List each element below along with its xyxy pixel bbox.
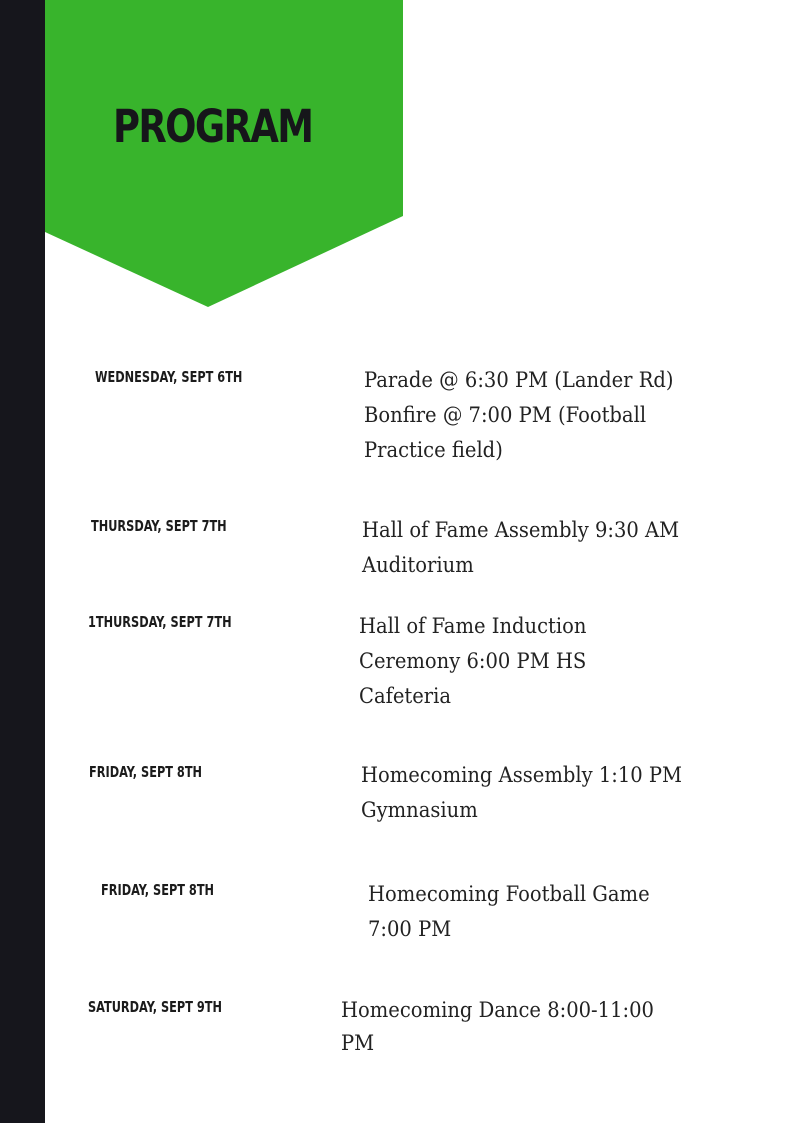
event-detail-line: Bonfire @ 7:00 PM (Football xyxy=(364,403,647,427)
event-detail-line: Gymnasium xyxy=(361,798,478,822)
event-day: FRIDAY, SEPT 8TH xyxy=(89,763,203,781)
event-detail-line: Auditorium xyxy=(362,553,474,577)
event-detail-line: Practice field) xyxy=(364,438,503,462)
event-detail-line: Homecoming Football Game xyxy=(368,882,650,906)
event-detail-line: Hall of Fame Induction xyxy=(359,614,587,638)
event-details xyxy=(361,758,682,828)
page-title: PROGRAM xyxy=(113,100,313,153)
event-detail-line: Hall of Fame Assembly 9:30 AM xyxy=(362,518,680,542)
event-detail-line: Homecoming Dance 8:00-11:00 xyxy=(341,998,654,1022)
event-detail-line: Cafeteria xyxy=(359,684,452,708)
event-detail-line: Ceremony 6:00 PM HS xyxy=(359,649,587,673)
event-details xyxy=(364,363,674,468)
event-detail-line: Parade @ 6:30 PM (Lander Rd) xyxy=(364,368,674,392)
event-day: THURSDAY, SEPT 7TH xyxy=(91,517,227,535)
event-day: WEDNESDAY, SEPT 6TH xyxy=(95,368,243,386)
left-sidebar-stripe xyxy=(0,0,45,1123)
event-details xyxy=(368,877,650,947)
event-detail-line: Homecoming Assembly 1:10 PM xyxy=(361,763,683,787)
event-day: SATURDAY, SEPT 9TH xyxy=(88,998,222,1016)
event-day: 1THURSDAY, SEPT 7TH xyxy=(88,613,232,631)
event-details xyxy=(362,513,679,583)
event-detail-line: 7:00 PM xyxy=(368,917,452,941)
event-details xyxy=(359,609,586,714)
event-day: FRIDAY, SEPT 8TH xyxy=(101,881,215,899)
event-details xyxy=(341,994,654,1060)
event-detail-line: PM xyxy=(341,1031,375,1055)
